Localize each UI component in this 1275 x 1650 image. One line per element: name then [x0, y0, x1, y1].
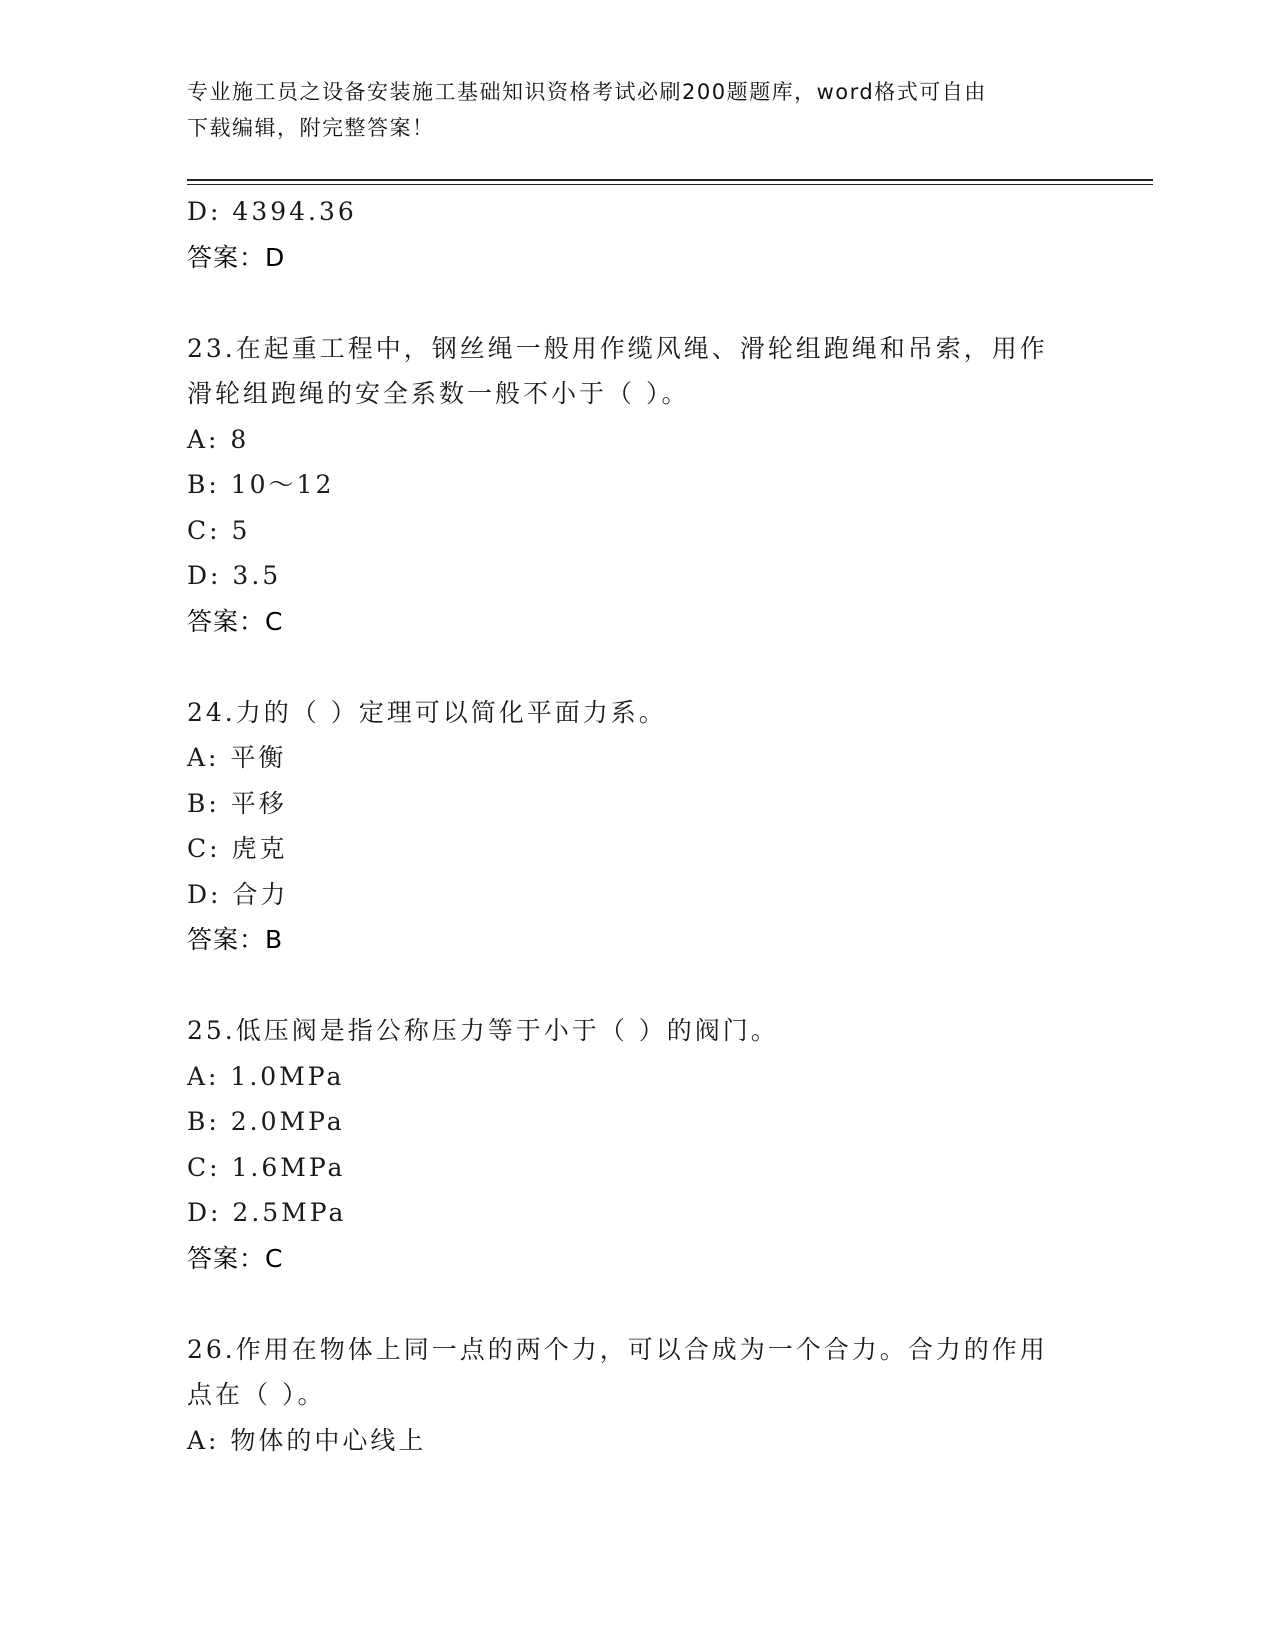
option-a: A: 平衡: [187, 743, 287, 772]
option-c: C: 1.6MPa: [187, 1152, 346, 1182]
option-a: A: 1.0MPa: [187, 1061, 345, 1091]
question-23: [187, 326, 1087, 645]
question-stem: 23.在起重工程中，钢丝绳一般用作缆风绳、滑轮组跑绳和吊索，用作: [187, 333, 1048, 363]
answer-line: 答案：C: [187, 606, 284, 636]
header-rule-thin: [187, 184, 1153, 185]
question-stem-continued: 滑轮组跑绳的安全系数一般不小于（ ）。: [187, 379, 690, 408]
option-b: B: 平移: [187, 788, 287, 818]
answer-line: 答案：C: [187, 1243, 284, 1273]
question-25: [187, 1008, 1087, 1281]
answer-line: 答案：B: [187, 925, 284, 954]
option-b: B: 10～12: [187, 470, 335, 499]
question-stem: 25.低压阀是指公称压力等于小于（ ）的阀门。: [187, 1016, 779, 1045]
spacer: [187, 280, 1087, 326]
question-list: [187, 189, 1087, 1463]
previous-question-tail: [187, 189, 1087, 280]
header-line-1: 专业施工员之设备安装施工基础知识资格考试必刷200题题库，word格式可自由: [187, 80, 987, 104]
option-a: A: 8: [187, 424, 250, 454]
option-d: D: 2.5MPa: [187, 1198, 347, 1227]
option-c: C: 虎克: [187, 834, 288, 863]
option-d: D: 3.5: [187, 561, 282, 590]
option-a: A: 物体的中心线上: [187, 1425, 427, 1455]
spacer: [187, 1281, 1087, 1327]
spacer: [187, 963, 1087, 1009]
answer-line: 答案：D: [187, 242, 286, 272]
option-d: D: 合力: [187, 879, 289, 909]
question-stem: 24.力的（ ）定理可以简化平面力系。: [187, 697, 667, 727]
spacer: [187, 644, 1087, 690]
question-26: [187, 1327, 1087, 1464]
header-rule-thick: [187, 179, 1153, 181]
option-c: C: 5: [187, 515, 251, 545]
option-d: D: 4394.36: [187, 197, 357, 226]
question-stem-continued: 点在（ ）。: [187, 1380, 326, 1409]
question-24: [187, 690, 1087, 963]
question-stem: 26.作用在物体上同一点的两个力，可以合成为一个合力。合力的作用: [187, 1334, 1048, 1364]
option-b: B: 2.0MPa: [187, 1107, 345, 1136]
header-line-2: 下载编辑，附完整答案！: [187, 116, 435, 140]
document-header: [187, 74, 1067, 146]
